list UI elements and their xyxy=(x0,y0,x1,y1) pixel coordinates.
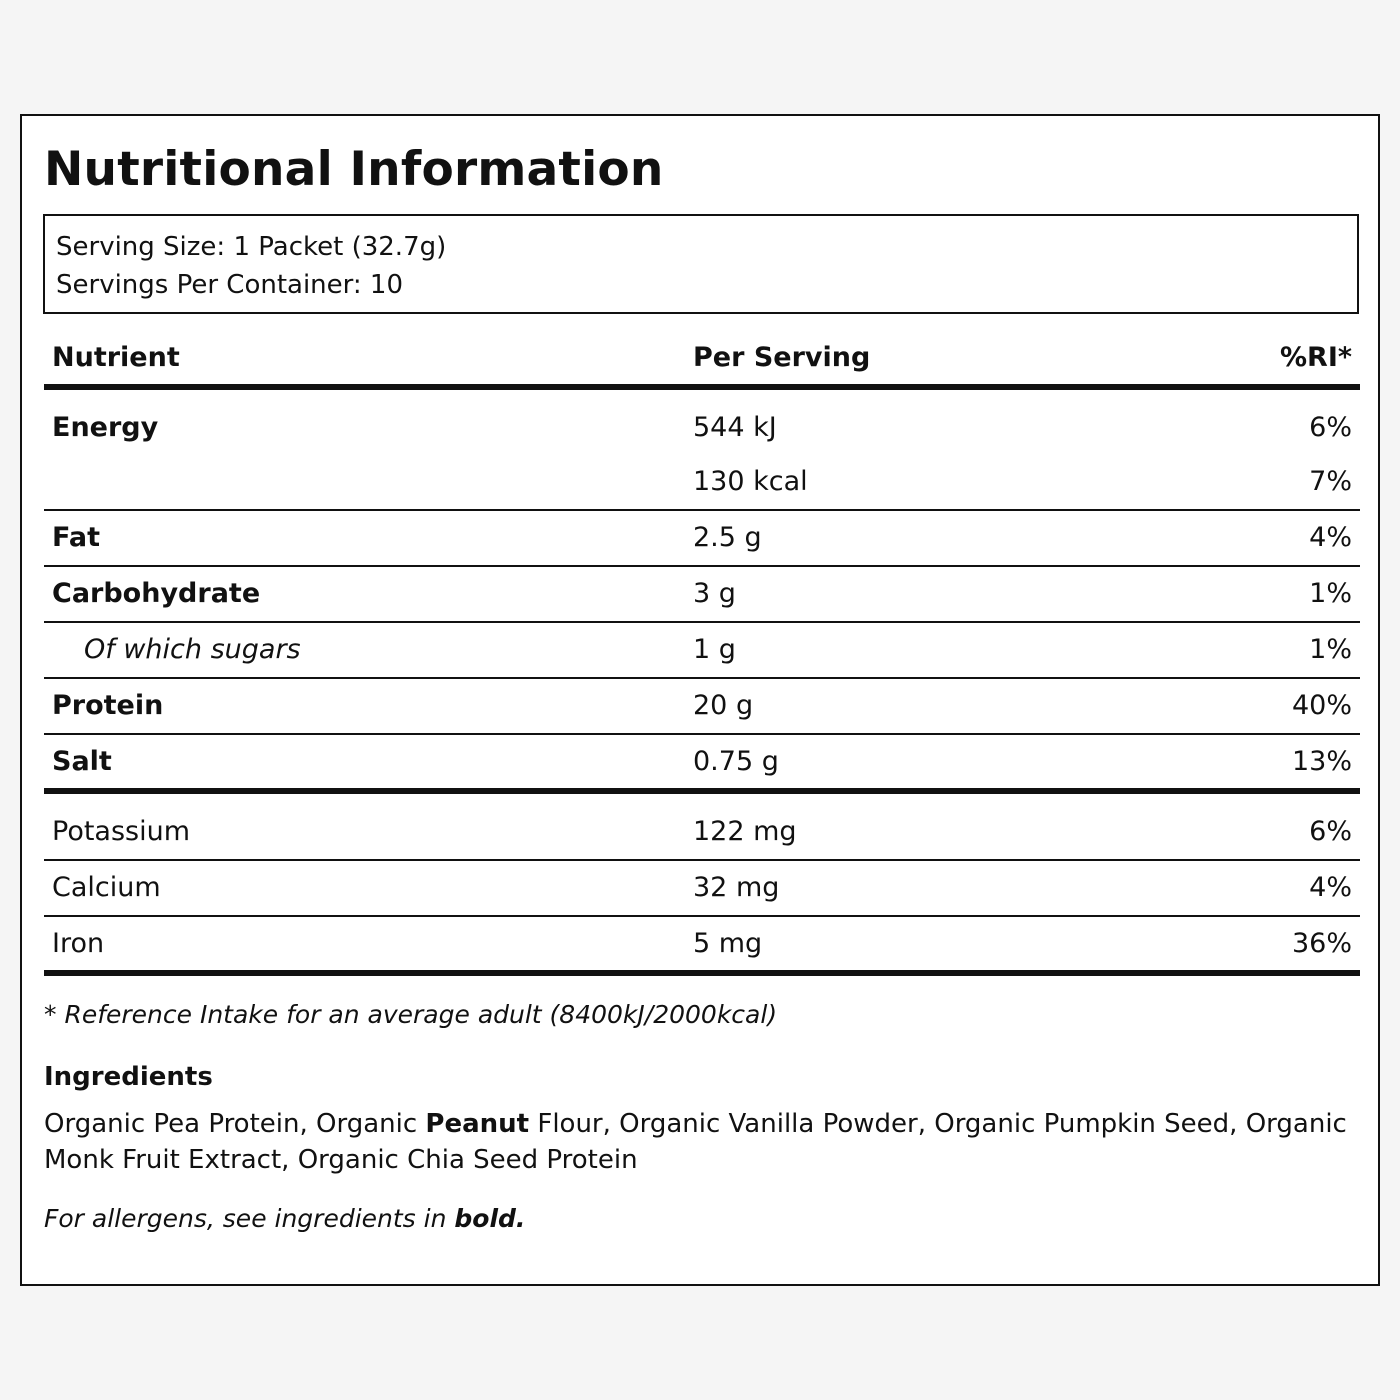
nutrient-name: Iron xyxy=(52,928,105,959)
nutrient-amount: 32 mg xyxy=(693,872,780,903)
header-per-serving: Per Serving xyxy=(693,342,871,373)
servings-per-container: Servings Per Container: 10 xyxy=(56,270,404,300)
header-nutrient: Nutrient xyxy=(52,342,180,373)
row-divider xyxy=(44,859,1360,861)
allergen-note xyxy=(44,1204,525,1233)
ingredients-text: Organic Pea Protein, Organic xyxy=(44,1109,426,1139)
nutrient-ri: 4% xyxy=(1309,872,1352,903)
nutrient-amount: 544 kJ xyxy=(693,412,777,443)
label-title: Nutritional Information xyxy=(44,142,664,197)
nutrient-ri: 36% xyxy=(1291,928,1352,959)
ingredients-heading: Ingredients xyxy=(44,1062,213,1092)
nutrient-name: Energy xyxy=(52,412,159,443)
nutrient-ri: 6% xyxy=(1309,816,1352,847)
ri-footnote: * Reference Intake for an average adult (8400kJ/2000kcal) xyxy=(44,1000,778,1029)
header-ri: %RI* xyxy=(1279,342,1352,373)
nutrient-name: Potassium xyxy=(52,816,191,847)
nutrient-ri: 7% xyxy=(1309,466,1352,497)
nutrient-name: Protein xyxy=(52,690,164,721)
nutrient-name: Calcium xyxy=(52,872,161,903)
allergen-note-text: For allergens, see ingredients in xyxy=(44,1204,455,1233)
nutrient-amount: 2.5 g xyxy=(693,522,762,553)
row-divider xyxy=(44,733,1360,735)
nutrient-ri: 13% xyxy=(1291,746,1352,777)
nutrient-amount: 20 g xyxy=(693,690,754,721)
nutrient-ri: 6% xyxy=(1309,412,1352,443)
ingredients-list xyxy=(44,1106,1354,1178)
ingredients-text: Flour, Organic Vanilla Powder, Organic Pumpkin Seed, Organic Monk Fruit Extract, Organic Chia Seed Protein xyxy=(44,1109,1347,1175)
allergen-ingredient: Peanut xyxy=(425,1109,530,1139)
nutrient-ri: 40% xyxy=(1291,690,1352,721)
row-divider xyxy=(44,915,1360,917)
serving-size: Serving Size: 1 Packet (32.7g) xyxy=(56,232,447,262)
nutrient-name: Fat xyxy=(52,522,100,553)
allergen-note-emphasis: bold. xyxy=(454,1204,526,1233)
nutrient-ri: 1% xyxy=(1309,634,1352,665)
row-divider xyxy=(44,621,1360,623)
nutrient-amount: 122 mg xyxy=(693,816,797,847)
header-divider xyxy=(44,384,1360,390)
serving-info-box xyxy=(43,214,1359,314)
nutrient-ri: 1% xyxy=(1309,578,1352,609)
nutrient-name: Carbohydrate xyxy=(52,578,261,609)
row-divider xyxy=(44,677,1360,679)
nutrient-amount: 0.75 g xyxy=(693,746,779,777)
table-bottom-rule xyxy=(44,970,1360,976)
row-divider xyxy=(44,509,1360,511)
nutrient-amount: 1 g xyxy=(693,634,736,665)
nutrient-amount: 5 mg xyxy=(693,928,763,959)
section-divider xyxy=(44,788,1360,794)
nutrient-amount: 3 g xyxy=(693,578,736,609)
nutrition-label xyxy=(20,114,1380,1286)
nutrient-name: Of which sugars xyxy=(84,634,301,665)
nutrient-name: Salt xyxy=(52,746,112,777)
nutrient-ri: 4% xyxy=(1309,522,1352,553)
row-divider xyxy=(44,565,1360,567)
nutrient-amount: 130 kcal xyxy=(693,466,808,497)
